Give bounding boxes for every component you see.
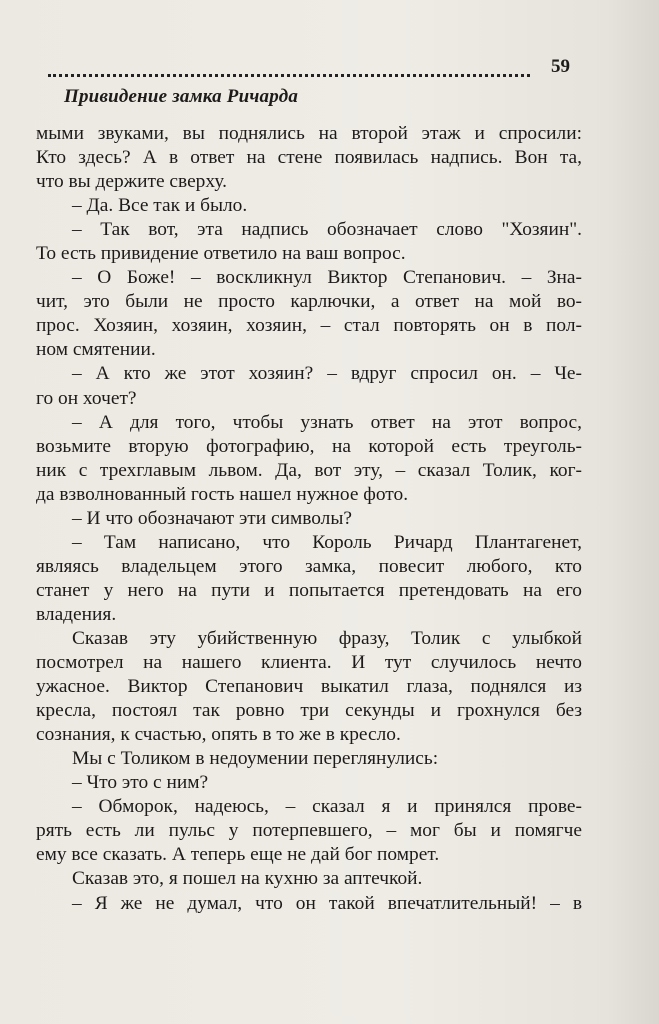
text-line: – О Боже! – воскликнул Виктор Степанович. – Зна- [72,267,582,289]
body-text [36,122,582,916]
dotted-rule [48,74,530,77]
text-line: ужасное. Виктор Степанович выкатил глаза, поднялся из [36,676,582,698]
text-line: Мы с Толиком в недоумении переглянулись: [72,748,439,770]
text-line: – Обморок, надеюсь, – сказал я и принялся прове- [72,796,582,818]
page-number: 59 [551,56,570,77]
text-line: посмотрел на нашего клиента. И тут случилось нечто [36,652,582,674]
text-line: мыми звуками, вы поднялись на второй этаж и спросили: [36,123,582,144]
text-line: То есть привидение ответило на ваш вопрос. [36,243,406,265]
text-line: являясь владельцем этого замка, повесит любого, кто [36,555,582,577]
text-line: владения. [36,603,117,625]
running-title: Привидение замка Ричарда [64,86,299,107]
text-line: Сказав эту убийственную фразу, Толик с улыбкой [72,627,582,649]
text-line: ник с трехглавым львом. Да, вот эту, – сказал Толик, ког- [36,459,582,481]
text-line: – Да. Все так и было. [72,195,248,217]
text-line: что вы держите сверху. [36,171,227,193]
text-line: станет у него на пути и попытается претендовать на его [36,579,582,601]
text-line: – А кто же этот хозяин? – вдруг спросил он. – Че- [72,363,582,385]
text-line: возьмите вторую фотографию, на которой есть треуголь- [36,435,582,457]
text-line: да взволнованный гость нашел нужное фото. [36,483,409,505]
text-line: – Так вот, эта надпись обозначает слово "Хозяин". [72,219,582,241]
text-line: – Что это с ним? [72,772,209,794]
text-line: ему все сказать. А теперь еще не дай бог помрет. [36,844,440,866]
text-line: прос. Хозяин, хозяин, хозяин, – стал повторять он в пол- [36,315,582,337]
text-line: рять есть ли пульс у потерпевшего, – мог бы и помягче [36,820,582,842]
text-line: чит, это были не просто карлючки, а ответ на мой во- [36,291,582,313]
text-line: Кто здесь? А в ответ на стене появилась надпись. Вон та, [36,147,582,169]
text-line: ном смятении. [36,339,156,361]
text-line: Сказав это, я пошел на кухню за аптечкой. [72,868,423,890]
text-line: сознания, к счастью, опять в то же в кресло. [36,724,401,746]
text-line: – Там написано, что Король Ричард Плантагенет, [72,531,582,553]
text-line: – А для того, чтобы узнать ответ на этот вопрос, [72,411,582,433]
text-line: – Я же не думал, что он такой впечатлительный! – в [72,892,582,914]
text-line: – И что обозначают эти символы? [72,507,352,529]
text-line: кресла, постоял так ровно три секунды и грохнулся без [36,700,582,722]
text-line: го он хочет? [36,387,137,409]
page-header [48,56,580,84]
